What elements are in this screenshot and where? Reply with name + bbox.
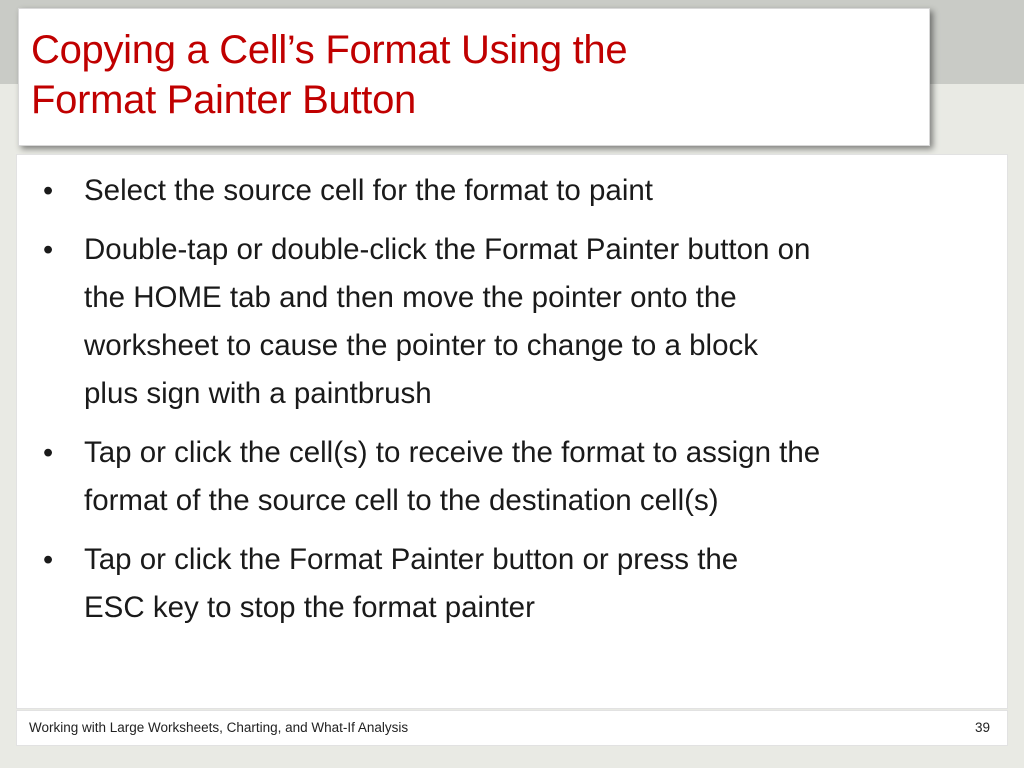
- bullet-text-line: Tap or click the cell(s) to receive the format to assign the: [84, 436, 821, 469]
- bullet-icon: •: [43, 234, 54, 266]
- bullet-icon: •: [43, 437, 54, 469]
- bullet-item: [17, 429, 1009, 525]
- footer-bar: [16, 710, 1008, 746]
- bullet-text-line: Select the source cell for the format to paint: [84, 174, 653, 207]
- page-number: 39: [974, 720, 990, 735]
- title-box: [18, 8, 930, 146]
- bullet-list: [17, 167, 1009, 643]
- slide-title-line: Copying a Cell’s Format Using the: [31, 28, 628, 72]
- bullet-text-line: Tap or click the Format Painter button or press the: [84, 543, 739, 576]
- bullet-text-line: Double-tap or double-click the Format Painter button on: [84, 233, 811, 266]
- bullet-text-line: format of the source cell to the destination cell(s): [84, 484, 719, 517]
- slide-title: [31, 25, 911, 125]
- content-panel: [16, 154, 1008, 709]
- bullet-text-line: ESC key to stop the format painter: [84, 591, 535, 624]
- slide-title-line: Format Painter Button: [31, 78, 416, 122]
- bullet-icon: •: [43, 544, 54, 576]
- bullet-text-line: plus sign with a paintbrush: [84, 377, 432, 410]
- bullet-text-line: the HOME tab and then move the pointer onto the: [84, 281, 737, 314]
- bullet-text-line: worksheet to cause the pointer to change to a block: [84, 329, 759, 362]
- bullet-item: [17, 226, 1009, 418]
- footer-text: Working with Large Worksheets, Charting, and What-If Analysis: [29, 720, 409, 735]
- bullet-icon: •: [43, 175, 54, 207]
- bullet-item: [17, 167, 1009, 215]
- bullet-item: [17, 536, 1009, 632]
